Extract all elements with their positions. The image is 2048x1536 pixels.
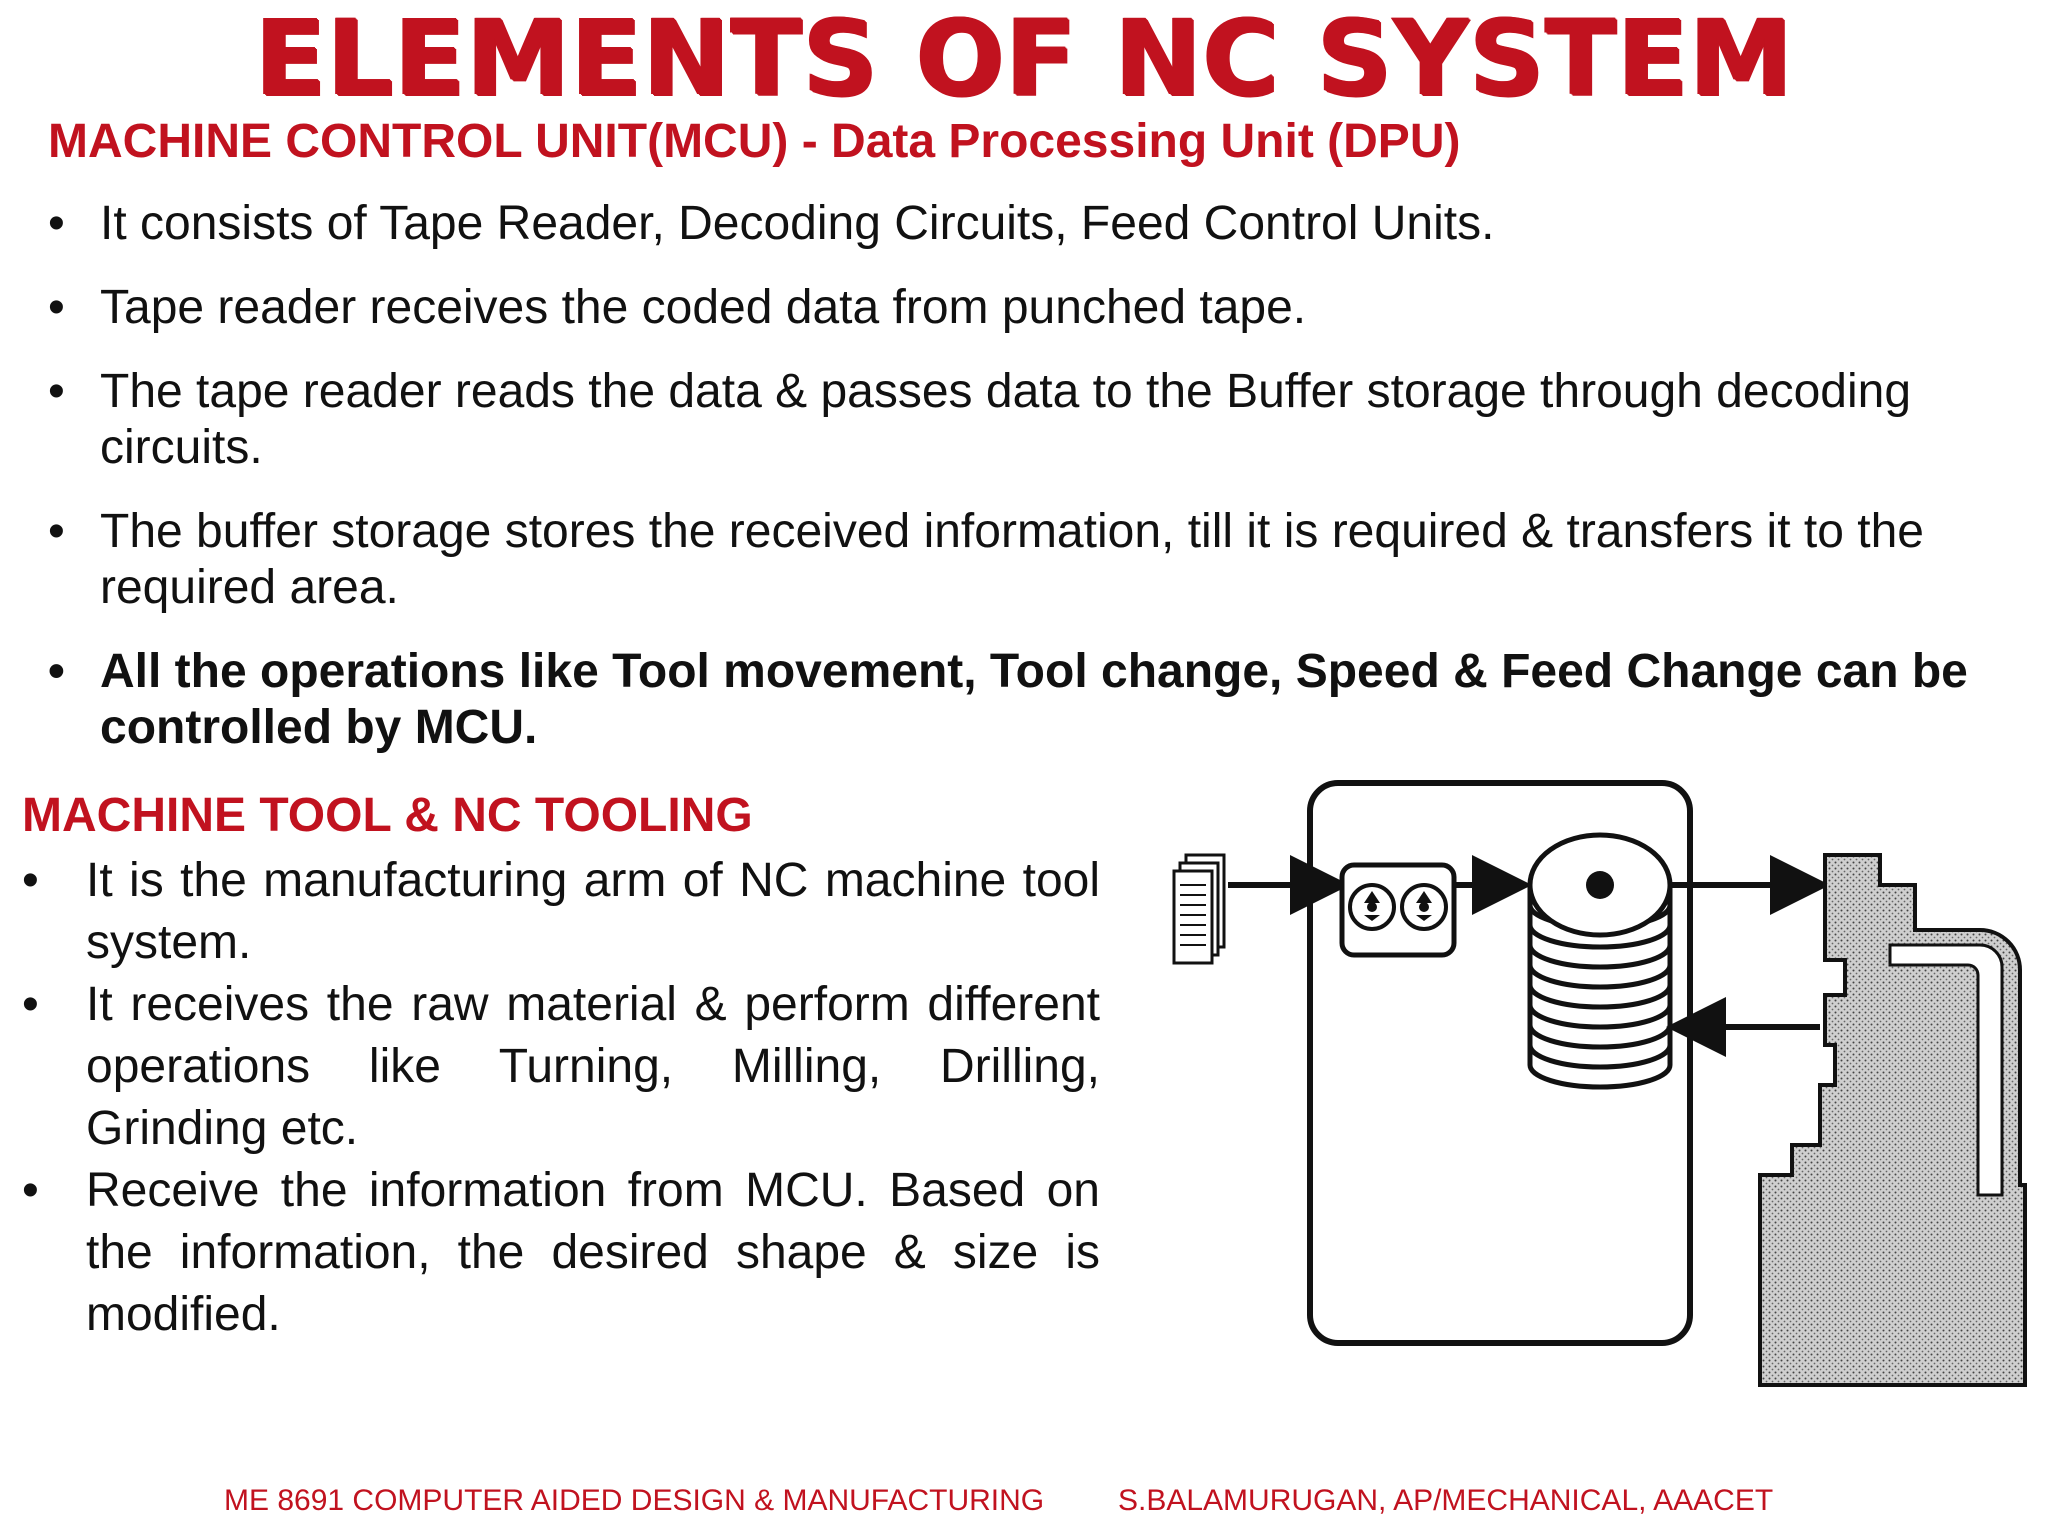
tool-bullet-list	[22, 850, 1100, 1346]
part-program-icon	[1174, 855, 1224, 963]
tool-bullet-text: Receive the information from MCU. Based on the information, the desired shape & size is modified.	[86, 1164, 1100, 1341]
machine-tool-structure	[1760, 855, 2025, 1385]
tool-bullet-text: It is the manufacturing arm of NC machine tool system.	[86, 854, 1100, 969]
mcu-bullet-text: The buffer storage stores the received information, till it is required & transfers it to the required area.	[100, 505, 1924, 614]
mcu-bullet-list	[48, 196, 1998, 784]
mcu-bullet-text: Tape reader receives the coded data from punched tape.	[100, 281, 1307, 334]
bullet-dot-icon: •	[48, 365, 65, 418]
bullet-dot-icon: •	[48, 197, 65, 250]
bullet-dot-icon: •	[48, 505, 65, 558]
mcu-bullet-item	[48, 364, 1998, 476]
mcu-bullet-text: It consists of Tape Reader, Decoding Circuits, Feed Control Units.	[100, 197, 1495, 250]
nc-system-diagram	[1120, 735, 2048, 1425]
mcu-bullet-item	[48, 196, 1998, 252]
tool-bullet-text: It receives the raw material & perform different operations like Turning, Milling, Drilling, Grinding etc.	[86, 978, 1100, 1155]
tool-bullet-item	[22, 974, 1100, 1160]
tool-bullet-item	[22, 850, 1100, 974]
page-title: ELEMENTS OF NC SYSTEM	[254, 0, 1794, 119]
mcu-bullet-item	[48, 504, 1998, 616]
tool-section-heading: MACHINE TOOL & NC TOOLING	[22, 789, 753, 842]
data-buffer-icon	[1530, 835, 1670, 1087]
bullet-dot-icon: •	[22, 978, 39, 1031]
footer-author: S.BALAMURUGAN, AP/MECHANICAL, AAACET	[1118, 1484, 1774, 1517]
mcu-bullet-item	[48, 280, 1998, 336]
bullet-dot-icon: •	[48, 645, 65, 698]
bullet-dot-icon: •	[48, 281, 65, 334]
bullet-dot-icon: •	[22, 854, 39, 907]
mcu-bullet-text: All the operations like Tool movement, Tool change, Speed & Feed Change can be controlled by MCU.	[100, 645, 1968, 754]
tape-reader-icon	[1342, 865, 1454, 955]
footer-course-name: ME 8691 COMPUTER AIDED DESIGN & MANUFACTURING	[224, 1484, 1045, 1517]
bullet-dot-icon: •	[22, 1164, 39, 1217]
mcu-bullet-text: The tape reader reads the data & passes data to the Buffer storage through decoding circuits.	[100, 365, 1912, 474]
mcu-section-heading: MACHINE CONTROL UNIT(MCU) - Data Processing Unit (DPU)	[48, 115, 1461, 168]
tool-bullet-item	[22, 1160, 1100, 1346]
